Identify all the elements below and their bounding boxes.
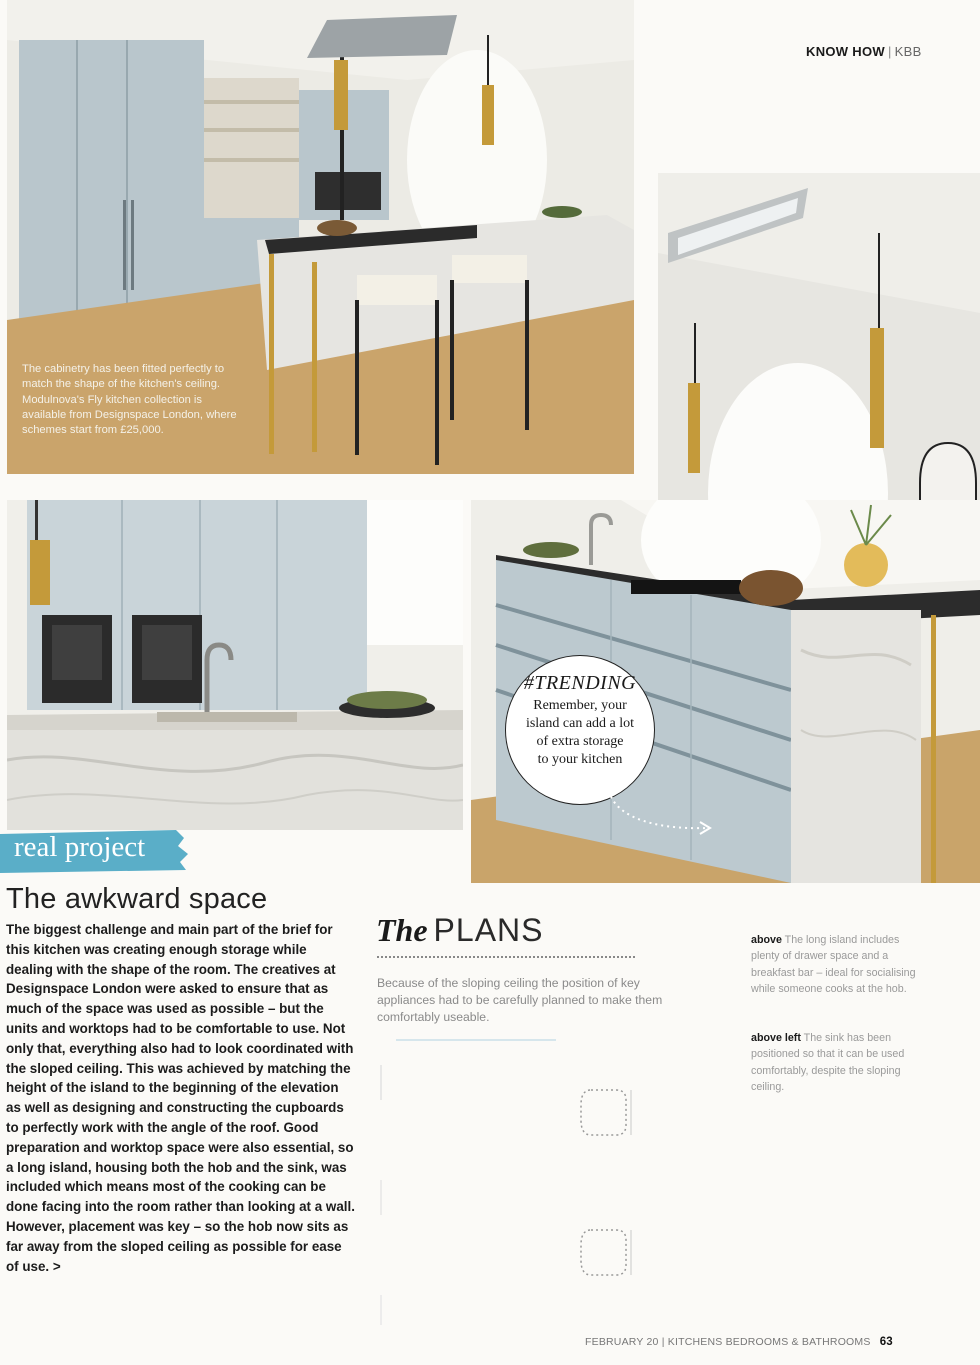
plans-title <box>376 912 543 949</box>
caption-text: The sink has been positioned so that it can be used comfortably, despite the sloping ceiling. <box>751 1032 905 1093</box>
trending-text <box>506 697 654 769</box>
section-header <box>806 44 922 59</box>
page-number: 63 <box>879 1336 893 1348</box>
photo-caption-cabinetry: The cabinetry has been fitted perfectly to match the shape of the kitchen's ceiling. Modulnova's Fly kitchen collection is available from Designspace London, where schemes start from £25,000. <box>22 363 237 437</box>
photo-sink-ovens <box>7 500 463 830</box>
trending-line: island can add a lot <box>525 716 635 731</box>
category-label: real project <box>14 831 146 863</box>
article-headline: The awkward space <box>6 883 268 915</box>
section-label: KNOW HOW <box>806 44 885 59</box>
article-body: The biggest challenge and main part of the brief for this kitchen was creating enough storage while dealing with the shape of the room. The creatives at Designspace London were asked to ensure that as much of the space was used as possible – but the units and worktops had to be comfortable to use. Not only that, everything also had to look coordinated with the sloped ceiling. This was achieved by matching the height of the island to the beginning of the elevation as well as designing and constructing the cupboards to perfectly work with the angle of the roof. Good preparation and worktop space were also essential, so a long island, housing both the hob and the sink, was included which means most of the cooking can be done facing into the room rather than looking at a wall. However, placement was key – so the hob now sits as far away from the sloped ceiling as possible for ease of use. > <box>6 922 355 1274</box>
floor-plan-drawing <box>376 1035 716 1335</box>
caption-above-left <box>751 1030 916 1095</box>
trending-line: Remember, your <box>533 698 627 713</box>
footer-issue: FEBRUARY 20 <box>585 1336 659 1348</box>
caption-text: The long island includes plenty of drawer space and a breakfast bar – ideal for socialising while someone cooks at the hob. <box>751 934 916 995</box>
dotted-arrow-icon <box>600 780 720 840</box>
trending-line: of extra storage <box>536 734 624 749</box>
plans-title-script: The <box>376 912 428 948</box>
plans-title-word: PLANS <box>433 912 544 948</box>
caption-above <box>751 932 916 997</box>
caption-label: above left <box>751 1032 801 1044</box>
footer-separator: | <box>661 1336 665 1348</box>
caption-label: above <box>751 934 782 946</box>
plans-intro: Because of the sloping ceiling the position of key appliances had to be carefully planned to make them comfortably useable. <box>377 976 663 1024</box>
trending-tag: #TRENDING <box>523 672 637 694</box>
magazine-tag: KBB <box>894 44 922 59</box>
trending-line: to your kitchen <box>537 752 623 767</box>
footer-magazine: KITCHENS BEDROOMS & BATHROOMS <box>667 1336 871 1348</box>
page-footer <box>585 1336 893 1348</box>
header-separator: | <box>887 44 892 59</box>
plans-divider <box>377 956 635 958</box>
